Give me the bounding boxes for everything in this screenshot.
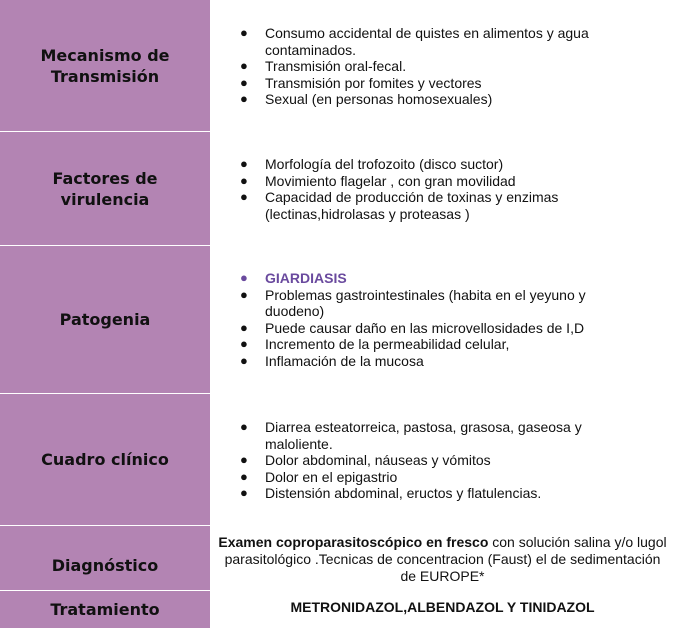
list-item: ● Consumo accidental de quistes en alimentos y agua contaminados. [240,25,589,58]
list-item: ● Transmisión por fomites y vectores [240,74,482,91]
row-content [210,0,675,131]
bullet-list [240,156,620,222]
list-item: ● Dolor en el epigastrio [240,468,398,485]
list-item: ● Sexual (en personas homosexuales) [240,91,493,108]
row-content [210,132,675,245]
bullet-list [240,419,620,502]
row-content [210,394,675,525]
row-label: Factores de virulencia [0,132,210,245]
row-content [210,246,675,393]
table-row-diagnostico [0,526,675,590]
list-item: ● Morfología del trofozoito (disco suctor) [240,156,504,172]
table-row-patogenia [0,246,675,393]
table-row-virulencia [0,132,675,245]
diagnostico-text: Examen coproparasitoscópico en fresco con solución salina y/o lugol parasitológico .Tecnicas de concentracion (Faust) el de sedimentación de EUROPE* [218,534,667,584]
row-label: Mecanismo de Transmisión [0,0,210,131]
list-item: ● Distensión abdominal, eructos y flatulencias. [240,485,542,502]
table-row-transmision [0,0,675,131]
row-label: Cuadro clínico [0,394,210,525]
list-item: ● Capacidad de producción de toxinas y enzimas (lectinas,hidrolasas y proteasas ) [240,189,559,222]
row-label: Diagnóstico [0,526,210,590]
row-content [210,591,675,628]
list-item-highlight: ● GIARDIASIS [240,270,347,286]
bullet-list [240,270,620,370]
table-row-tratamiento [0,591,675,628]
bullet-list [240,25,620,108]
list-item: ● Movimiento flagelar , con gran movilidad [240,172,516,189]
list-item: ● Diarrea esteatorreica, pastosa, grasosa, gaseosa y maloliente. [240,419,582,452]
list-item: ● Puede causar daño en las microvellosidades de I,D [240,319,585,336]
row-content [210,526,675,590]
list-item: ● Problemas gastrointestinales (habita en el yeyuno y duodeno) [240,286,586,320]
list-item: ● Inflamación de la mucosa [240,352,424,369]
list-item: ● Incremento de la permeabilidad celular, [240,336,510,353]
list-item: ● Transmisión oral-fecal. [240,58,407,75]
row-label: Patogenia [0,246,210,393]
row-label: Tratamiento [0,591,210,628]
list-item: ● Dolor abdominal, náuseas y vómitos [240,452,491,469]
tratamiento-text: METRONIDAZOL,ALBENDAZOL Y TINIDAZOL [290,599,595,615]
table-row-cuadro-clinico [0,394,675,525]
